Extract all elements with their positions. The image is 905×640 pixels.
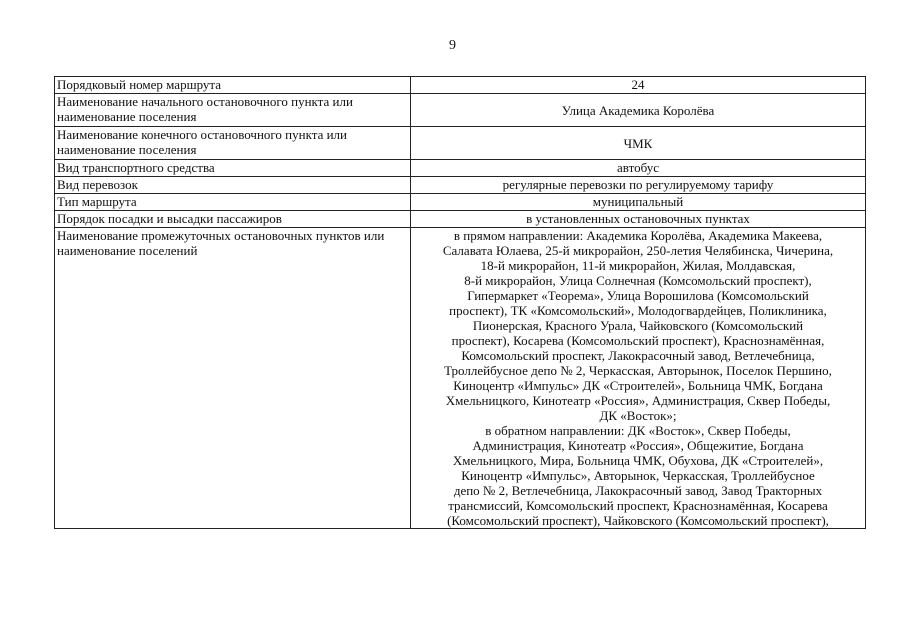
stops-line: трансмиссий, Комсомольский проспект, Краснознамённая, Косарева <box>448 498 828 513</box>
stops-line: Администрация, Кинотеатр «Россия», Общежитие, Богдана <box>472 438 804 453</box>
stops-line: Салавата Юлаева, 25-й микрорайон, 250-летия Челябинска, Чичерина, <box>442 243 834 258</box>
row-label-route-type: Тип маршрута <box>55 194 411 211</box>
row-label-intermediate-stops: Наименование промежуточных остановочных пунктов или наименование поселений <box>55 228 411 529</box>
stops-line: 8-й микрорайон, Улица Солнечная (Комсомольский проспект), <box>464 273 812 288</box>
route-table <box>54 76 866 529</box>
row-label-end-stop: Наименование конечного остановочного пункта или наименование поселения <box>55 127 411 160</box>
row-value-intermediate-stops <box>411 228 866 529</box>
table-row <box>55 77 866 94</box>
row-label-boarding-order: Порядок посадки и высадки пассажиров <box>55 211 411 228</box>
stops-line: Гипермаркет «Теорема», Улица Ворошилова (Комсомольский <box>467 288 809 303</box>
stops-line: Хмельницкого, Мира, Больница ЧМК, Обухова, ДК «Строителей», <box>452 453 824 468</box>
stops-line: Троллейбусное депо № 2, Черкасская, Авторынок, Поселок Першино, <box>444 363 832 378</box>
stops-line: проспект), ТК «Комсомольский», Молодогвардейцев, Поликлиника, <box>449 303 827 318</box>
stops-line: в прямом направлении: Академика Королёва, Академика Макеева, <box>453 228 823 243</box>
row-label-start-stop: Наименование начального остановочного пункта или наименование поселения <box>55 94 411 127</box>
stops-line: Киноцентр «Импульс», Авторынок, Черкасская, Троллейбусное <box>461 468 815 483</box>
table-row <box>55 127 866 160</box>
row-value-start-stop: Улица Академика Королёва <box>411 94 866 127</box>
row-label-transport-kind: Вид перевозок <box>55 177 411 194</box>
stops-line: в обратном направлении: ДК «Восток», Сквер Победы, <box>485 423 791 438</box>
table-row <box>55 228 866 529</box>
row-value-route-number: 24 <box>411 77 866 94</box>
stops-line: 18-й микрорайон, 11-й микрорайон, Жилая, Молдавская, <box>480 258 796 273</box>
row-value-vehicle-type: автобус <box>411 160 866 177</box>
table-row <box>55 94 866 127</box>
table-row <box>55 177 866 194</box>
stops-line: Пионерская, Красного Урала, Чайковского (Комсомольский <box>472 318 804 333</box>
stops-line: Киноцентр «Импульс» ДК «Строителей», Больница ЧМК, Богдана <box>453 378 823 393</box>
stops-line: (Комсомольский проспект), Чайковского (Комсомольский проспект), <box>447 513 829 528</box>
row-value-boarding-order: в установленных остановочных пунктах <box>411 211 866 228</box>
row-value-end-stop: ЧМК <box>411 127 866 160</box>
page-number: 9 <box>449 38 456 53</box>
row-label-route-number: Порядковый номер маршрута <box>55 77 411 94</box>
row-value-transport-kind: регулярные перевозки по регулируемому тарифу <box>411 177 866 194</box>
stops-line: Хмельницкого, Кинотеатр «Россия», Администрация, Сквер Победы, <box>445 393 831 408</box>
row-value-route-type: муниципальный <box>411 194 866 211</box>
stops-line: ДК «Восток»; <box>599 408 677 423</box>
table-row <box>55 160 866 177</box>
table-row <box>55 194 866 211</box>
stops-line: Комсомольский проспект, Лакокрасочный завод, Ветлечебница, <box>461 348 815 363</box>
row-label-vehicle-type: Вид транспортного средства <box>55 160 411 177</box>
table-row <box>55 211 866 228</box>
stops-line: депо № 2, Ветлечебница, Лакокрасочный завод, Завод Тракторных <box>453 483 823 498</box>
stops-line: проспект), Косарева (Комсомольский проспект), Краснознамённая, <box>451 333 825 348</box>
